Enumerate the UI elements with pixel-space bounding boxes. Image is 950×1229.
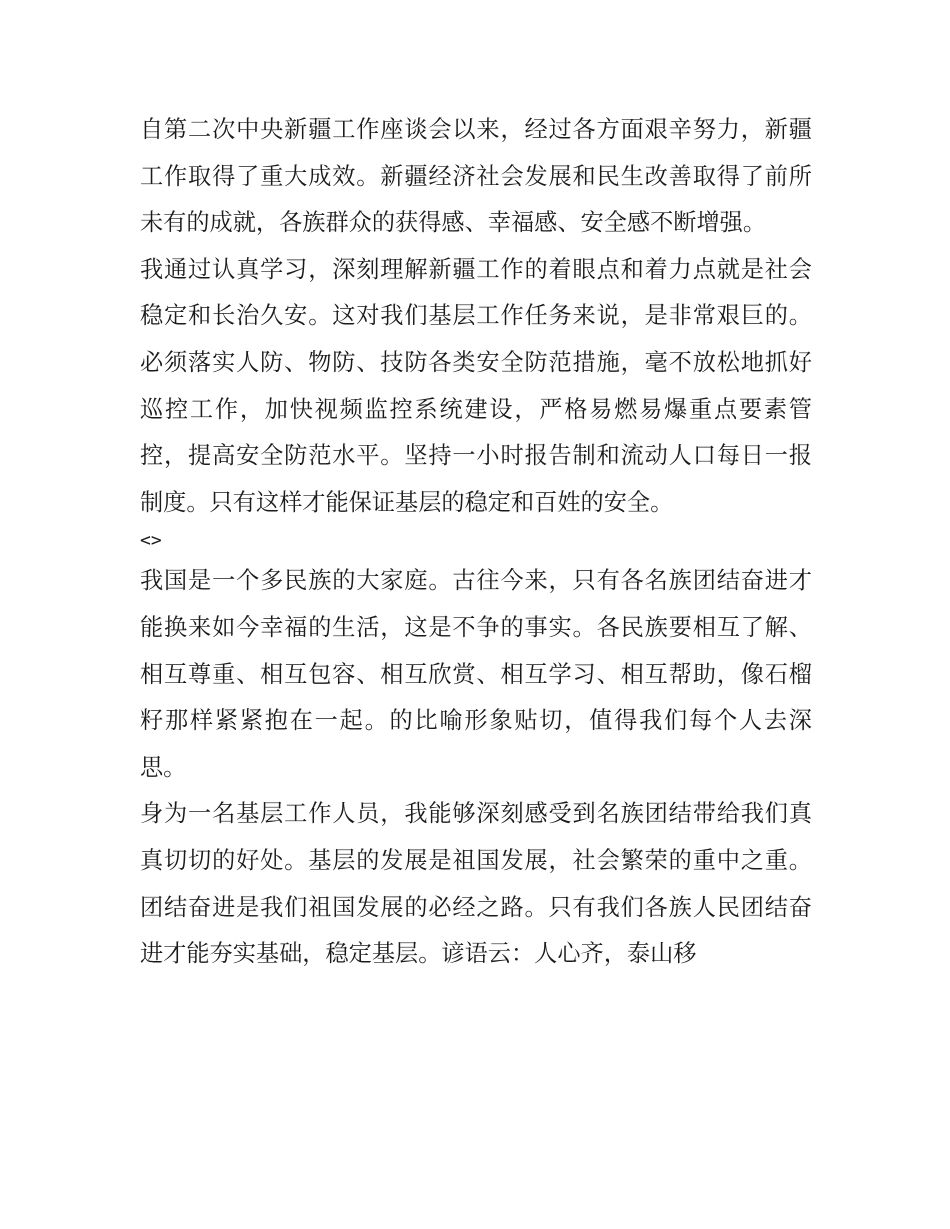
paragraph-1: 自第二次中央新疆工作座谈会以来，经过各方面艰辛努力，新疆工作取得了重大成效。新疆经济社会发展和民生改善取得了前所未有的成就，各族群众的获得感、幸福感、安全感不断增强。	[140, 116, 812, 237]
paragraph-2: 我通过认真学习，深刻理解新疆工作的着眼点和着力点就是社会稳定和长治久安。这对我们基层工作任务来说，是非常艰巨的。必须落实人防、物防、技防各类安全防范措施，毫不放松地抓好巡控工作，加快视频监控系统建设，严格易燃易爆重点要素管控，提高安全防范水平。坚持一小时报告制和流动人口每日一报制度。只有这样才能保证基层的稳定和百姓的安全。	[140, 255, 812, 516]
paragraph-4: 身为一名基层工作人员，我能够深刻感受到名族团结带给我们真真切切的好处。基层的发展是祖国发展，社会繁荣的重中之重。团结奋进是我们祖国发展的必经之路。只有我们各族人民团结奋进才能夯实基础，稳定基层。谚语云：人心齐，泰山移	[140, 800, 812, 968]
section-marker: <>	[140, 530, 162, 552]
document-body	[140, 107, 812, 978]
paragraph-3: 我国是一个多民族的大家庭。古往今来，只有各名族团结奋进才能换来如今幸福的生活，这是不争的事实。各民族要相互了解、相互尊重、相互包容、相互欣赏、相互学习、相互帮助，像石榴籽那样紧紧抱在一起。的比喻形象贴切，值得我们每个人去深思。	[140, 567, 812, 781]
